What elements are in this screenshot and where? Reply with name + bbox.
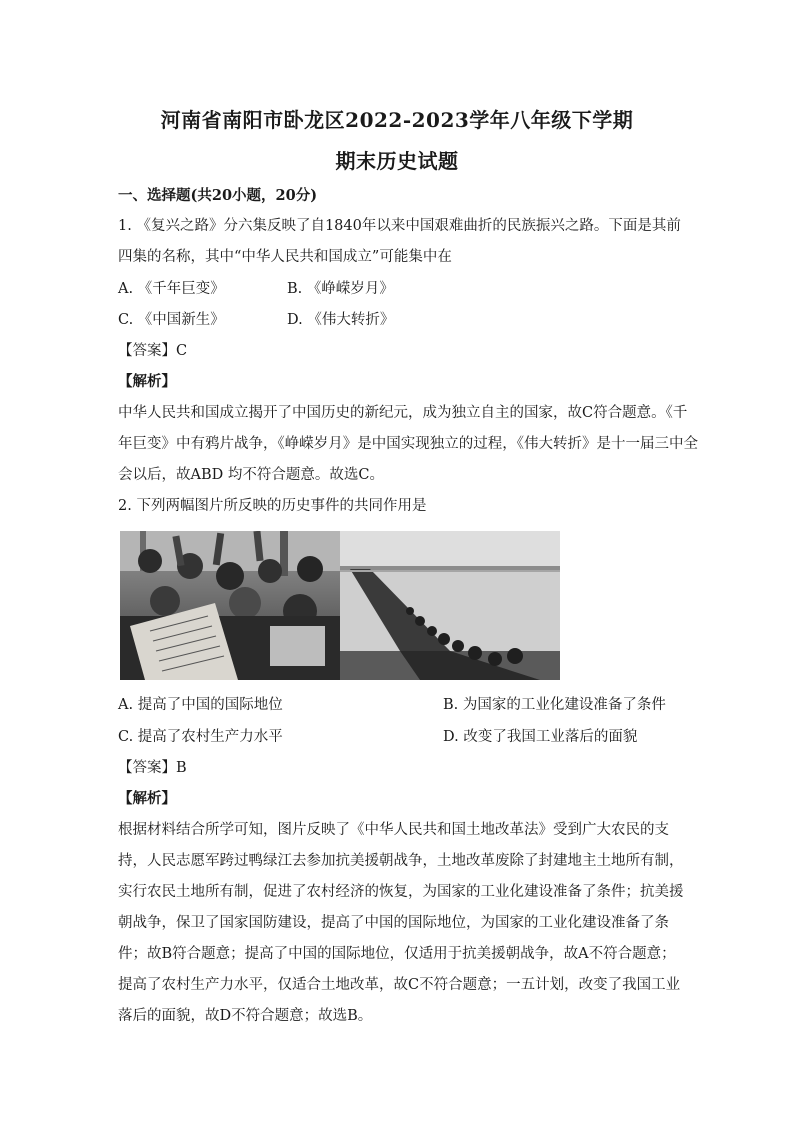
q2-analysis-line-3: 实行农民土地所有制，促进了农村经济的恢复，为国家的工业化建设准备了条件；抗美援 [118,884,684,900]
q1-option-a: A. 《千年巨变》 [118,281,225,297]
q1-option-b: B. 《峥嵘岁月》 [287,281,394,297]
q2-option-d: D. 改变了我国工业落后的面貌 [443,729,638,745]
q2-analysis-line-5: 件；故B符合题意；提高了中国的国际地位，仅适用于抗美援朝战争，故A不符合题意； [118,946,676,962]
photo-crossing-yalu-river [340,531,560,680]
q2-analysis-line-6: 提高了农村生产力水平，仅适合土地改革，故C不符合题意；一五计划，改变了我国工业 [118,977,681,993]
q1-stem-line-2: 四集的名称，其中“中华人民共和国成立”可能集中在 [118,249,452,265]
q1-option-d: D. 《伟大转折》 [287,312,395,328]
q2-analysis-line-7: 落后的面貌，故D不符合题意；故选B。 [118,1008,373,1024]
q2-analysis-line-1: 根据材料结合所学可知，图片反映了《中华人民共和国土地改革法》受到广大农民的支 [118,822,669,838]
q2-stem: 2. 下列两幅图片所反映的历史事件的共同作用是 [118,498,427,514]
q1-analysis-line-2: 年巨变》中有鸦片战争，《峥嵘岁月》是中国实现独立的过程，《伟大转折》是十一届三中全 [118,436,698,452]
q1-analysis-label: 【解析】 [118,373,176,390]
q1-stem-line-1: 1. 《复兴之路》分六集反映了自1840年以来中国艰难曲折的民族振兴之路。下面是其前 [118,218,681,234]
q2-option-c: C. 提高了农村生产力水平 [118,729,283,745]
q2-analysis-label: 【解析】 [118,790,176,807]
document-title-line2: 期末历史试题 [335,149,459,173]
q1-analysis-line-1: 中华人民共和国成立揭开了中国历史的新纪元，成为独立自主的国家，故C符合题意。《千 [118,405,688,421]
q2-option-a: A. 提高了中国的国际地位 [118,697,283,713]
q1-option-c: C. 《中国新生》 [118,312,225,328]
section-heading: 一、选择题(共20小题，20分) [118,187,318,204]
q1-answer: 【答案】C [118,343,188,359]
q2-answer: 【答案】B [118,760,187,776]
q1-analysis-line-3: 会以后，故ABD 均不符合题意。故选C。 [118,467,384,483]
q2-option-b: B. 为国家的工业化建设准备了条件 [443,697,666,713]
photo-land-reform [120,531,340,680]
q2-analysis-line-2: 持，人民志愿军跨过鸭绿江去参加抗美援朝战争，土地改革废除了封建地主土地所有制， [118,853,684,869]
q2-analysis-line-4: 朝战争，保卫了国家国防建设，提高了中国的国际地位，为国家的工业化建设准备了条 [118,915,669,931]
document-title-line1: 河南省南阳市卧龙区2022-2023学年八年级下学期 [160,108,634,132]
